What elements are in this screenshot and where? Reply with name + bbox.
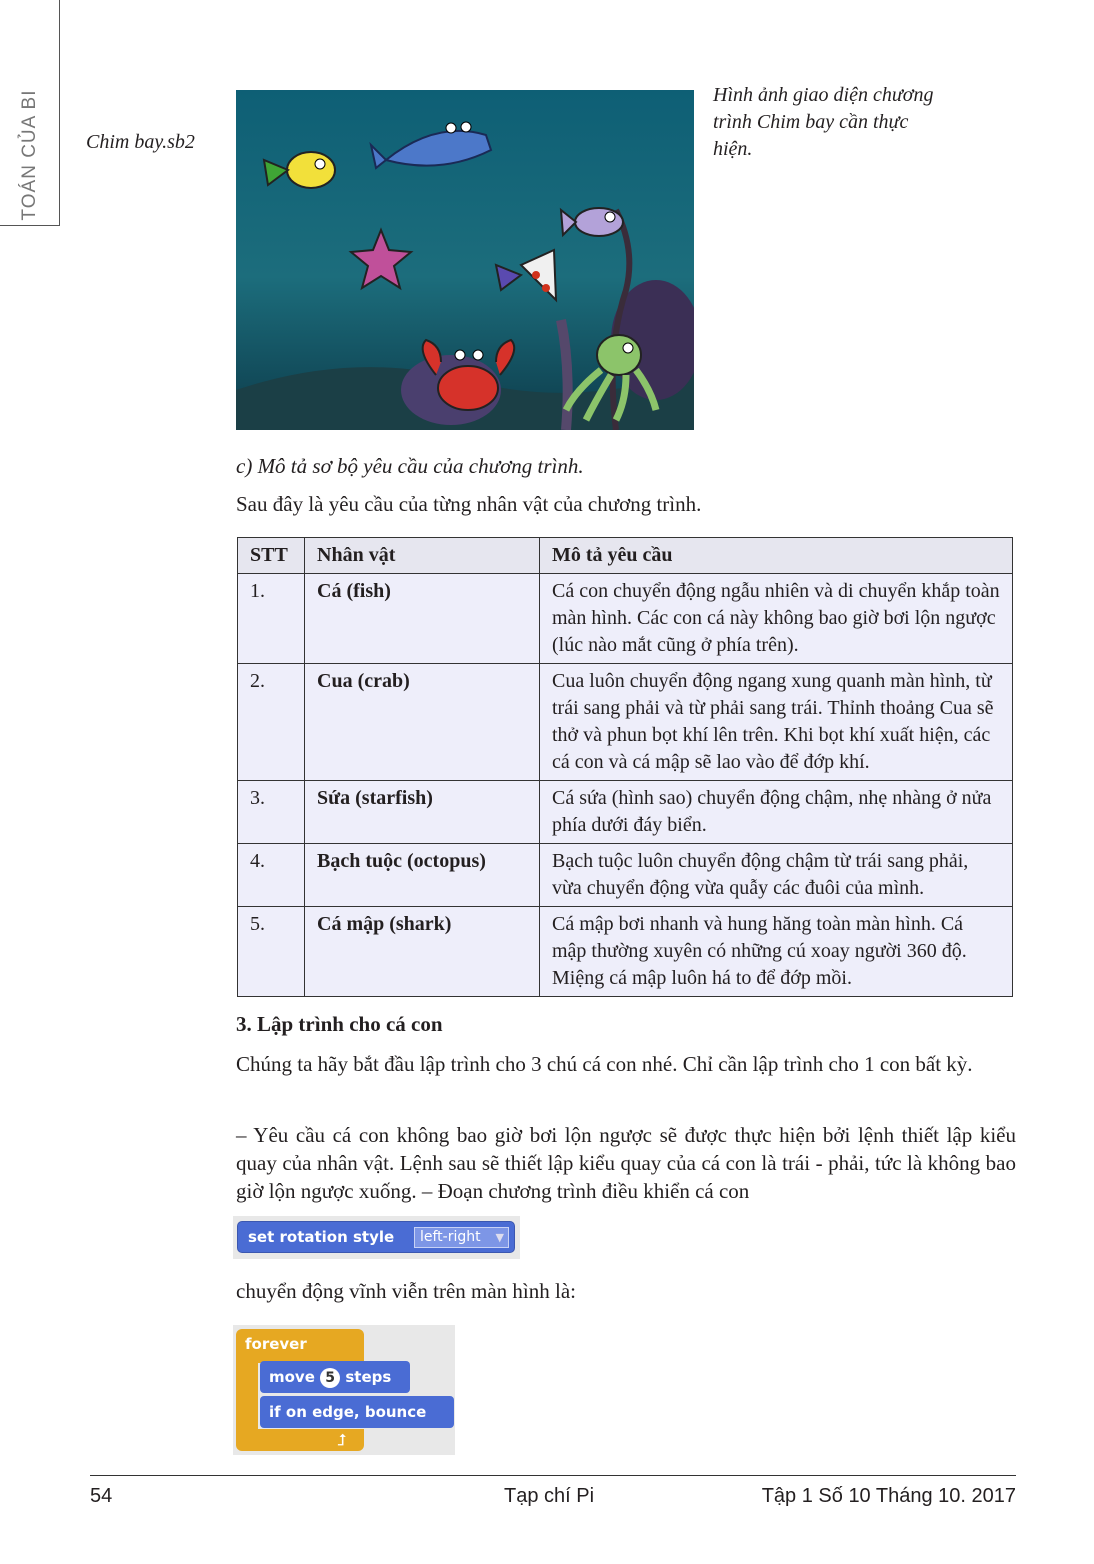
header-stt: STT: [238, 538, 305, 574]
loop-arrow-icon: ⮥: [337, 1430, 347, 1449]
rotation-style-value: left-right: [420, 1229, 481, 1245]
forever-block-image: [233, 1325, 455, 1455]
table-row: [238, 907, 1013, 997]
rotation-style-block-image: [233, 1216, 520, 1259]
row-stt: 1.: [238, 574, 305, 664]
paragraph-1: Chúng ta hãy bắt đầu lập trình cho 3 chú cá con nhé. Chỉ cần lập trình cho 1 con bất kỳ.: [236, 1052, 973, 1076]
page-number: 54: [90, 1485, 113, 1507]
row-description: Cá con chuyển động ngẫu nhiên và di chuyển khắp toàn màn hình. Các con cá này không bao giờ bơi lộn ngược (lúc nào mắt cũng ở phía trên).: [540, 574, 1013, 664]
forever-label: forever: [245, 1335, 307, 1353]
footer-rule: [90, 1475, 1016, 1476]
table-row: [238, 781, 1013, 844]
row-description: Cua luôn chuyển động ngang xung quanh màn hình, từ trái sang phải và từ phải sang trái. Thỉnh thoảng Cua sẽ thở và phun bọt khí lên trên. Khi bọt khí xuất hiện, các cá con và cá mập sẽ lao vào để đớp khí.: [540, 664, 1013, 781]
section-c-text: c) Mô tả sơ bộ yêu cầu của chương trình.: [236, 454, 584, 478]
steps-value: 5: [320, 1368, 340, 1388]
rotation-style-block: [237, 1221, 515, 1253]
table-row: [238, 844, 1013, 907]
file-name: Chim bay.sb2: [86, 131, 195, 153]
requirements-table: [237, 537, 1013, 997]
paragraph-3: chuyển động vĩnh viễn trên màn hình là:: [236, 1279, 577, 1303]
move-label: move: [269, 1368, 315, 1386]
row-character: Sứa (starfish): [305, 781, 540, 844]
bounce-label: if on edge, bounce: [269, 1403, 427, 1421]
row-description: Bạch tuộc luôn chuyển động chậm từ trái sang phải, vừa chuyển động vừa quẫy các đuôi của mình.: [540, 844, 1013, 907]
row-stt: 5.: [238, 907, 305, 997]
rotation-style-label: set rotation style: [248, 1228, 395, 1246]
row-description: Cá mập bơi nhanh và hung hăng toàn màn hình. Cá mập thường xuyên có những cú xoay người 360 độ. Miệng cá mập luôn há to để đớp mồi.: [540, 907, 1013, 997]
table-row: [238, 574, 1013, 664]
row-character: Cua (crab): [305, 664, 540, 781]
move-block-label: [269, 1368, 391, 1388]
issue-info: Tập 1 Số 10 Tháng 10. 2017: [761, 1485, 1016, 1507]
table-header-row: [238, 538, 1013, 574]
row-stt: 2.: [238, 664, 305, 781]
row-stt: 3.: [238, 781, 305, 844]
image-caption: Hình ảnh giao diện chương trình Chim bay cần thực hiện.: [713, 84, 934, 160]
section-3-heading: 3. Lập trình cho cá con: [236, 1012, 443, 1036]
header-character: Nhân vật: [305, 538, 540, 574]
row-character: Cá mập (shark): [305, 907, 540, 997]
section-c-heading: [236, 452, 1016, 480]
steps-label: steps: [345, 1368, 392, 1386]
table-row: [238, 664, 1013, 781]
header-description: Mô tả yêu cầu: [540, 538, 1013, 574]
rotation-style-dropdown: [414, 1227, 509, 1248]
dropdown-arrow-icon: ▼: [495, 1231, 504, 1244]
underwater-scene-image: [236, 90, 694, 430]
row-character: Bạch tuộc (octopus): [305, 844, 540, 907]
paragraph-2: – Yêu cầu cá con không bao giờ bơi lộn ngược sẽ được thực hiện bởi lệnh thiết lập kiểu quay của nhân vật. Lệnh sau sẽ thiết lập kiểu quay của cá con là trái - phải, tức là không bao giờ lộn ngược xuống. – Đoạn chương trình điều khiển cá con: [236, 1123, 1016, 1203]
forever-block-side: [236, 1361, 258, 1431]
journal-name: Tạp chí Pi: [504, 1485, 595, 1507]
row-stt: 4.: [238, 844, 305, 907]
side-tab-label: TOÁN CỦA BI: [19, 89, 40, 221]
intro-text: Sau đây là yêu cầu của từng nhân vật của chương trình.: [236, 492, 702, 516]
row-character: Cá (fish): [305, 574, 540, 664]
row-description: Cá sứa (hình sao) chuyển động chậm, nhẹ nhàng ở nửa phía dưới đáy biển.: [540, 781, 1013, 844]
side-tab: [0, 0, 60, 226]
